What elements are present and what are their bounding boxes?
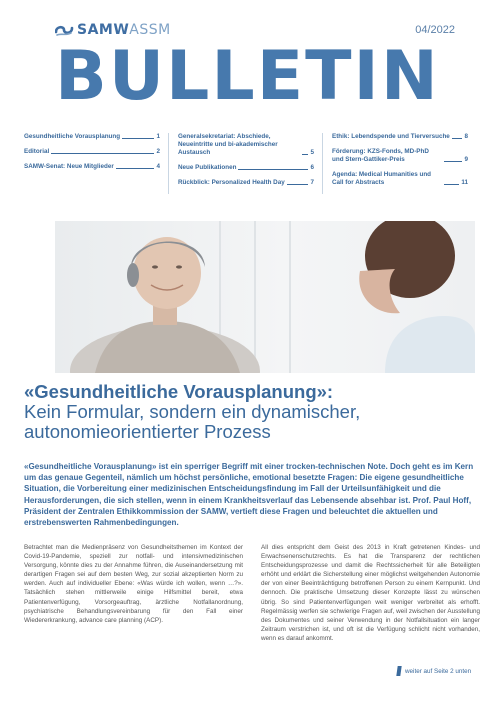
page-title: BULLETIN (55, 37, 440, 116)
continue-marker-icon (396, 666, 401, 676)
article-lead: «Gesundheitliche Vorausplanung» ist ein sperriger Begriff mit einer trocken-technischen Note. Doch geht es im Kern um das genaue Gegenteil, nämlich um höchst persönliche, emotional besetzte Fragen: Die eigene gesundheitliche Situation, die Vorbereitung einer medizinischen Entscheidungsfindung im Fall der Urteilsunfähigkeit und die Herausforderungen, die sich stellen, wenn in einem Krankheitsverlauf das Lebensende absehbar ist. Prof. Paul Hoff, Präsident der Zentralen Ethikkommission der SAMW, vertieft diese Fragen und beleuchtet die aktuellen und erstrebenswerten Rahmenbedingungen. (24, 462, 474, 528)
samw-logo[interactable] (55, 22, 171, 38)
masthead (55, 22, 455, 116)
toc-column (24, 133, 168, 194)
continue-label: weiter auf Seite 2 unten (405, 667, 472, 675)
toc-column (168, 133, 322, 194)
toc-item[interactable]: Neue Publikationen 6 (178, 164, 314, 171)
toc-item[interactable]: Ethik: Lebendspende und Tierversuche 8 (332, 133, 468, 140)
toc-item[interactable]: Förderung: KZS-Fonds, MD-PhD und Stern-Gattiker-Preis 9 (332, 148, 468, 163)
toc-item[interactable]: SAMW-Senat: Neue Mitglieder 4 (24, 163, 160, 170)
toc-item[interactable]: Agenda: Medical Humanities und Call for Abstracts 11 (332, 171, 468, 186)
continue-link[interactable] (397, 666, 471, 676)
body-column-2: All dies entspricht dem Geist des 2013 in Kraft getretenen Kindes- und Erwachsenenschutzrechts. Es hat die Transparenz der rechtlichen Entscheidungsprozesse und damit die Rechtssicherheit für alle Beteiligten erhöht und erklärt die Sicherstellung einer möglichst weitgehenden Autonomie der von einer Beeinträchtigung betroffenen Person zu einem Kernpunkt. Und dennoch. Die praktische Umsetzung dieser Konzepte lässt zu wünschen übrig. So sind Patientenverfügungen weit weniger verbreitet als erhofft. Regelmässig werfen sie schwierige Fragen auf, weil zwischen der Ausstellung des Dokumentes und seiner Verwendung in der Notfallsituation ein langer Zeitraum verstrichen ist, und oft ist die Verfügung schlicht nicht vorhanden, wenn es darauf ankommt. (261, 544, 480, 642)
cover-photo (55, 221, 475, 373)
body-column-1: Betrachtet man die Medienpräsenz von Gesundheitsthemen im Kontext der Covid-19-Pandemie, speziell zur notfall- und intensivmedizinischen Versorgung, könnte dies zu der Annahme führen, die Auseinandersetzung mit derartigen Fragen sei auf dem besten Weg, zur sozial akzeptierten Norm zu werden. Auch auf individueller Ebene: «Was würde ich wollen, wenn …?». Tatsächlich stehen mittlerweile einige Hilfsmittel bereit, etwa Patientenverfügung, Vorsorgeauftrag, ärztliche Notfallanordnung, psychiatrische Behandlungsvereinbarung für den Fall einer Wiedererkrankung, advance care planning (ACP). (24, 544, 243, 624)
toc-item[interactable]: Rückblick: Personalized Health Day 7 (178, 179, 314, 186)
toc-item[interactable]: Generalsekretariat: Abschiede, Neueintritte und bi-akademischer Austausch 5 (178, 133, 314, 156)
article-body (24, 543, 480, 643)
logo-wordmark: SAMWASSM (77, 22, 171, 38)
toc-item[interactable]: Gesundheitliche Vorausplanung 1 (24, 133, 160, 140)
toc-item[interactable]: Editorial 2 (24, 148, 160, 155)
headline-title: «Gesundheitliche Vorausplanung»: (24, 381, 334, 402)
headline-subtitle: Kein Formular, sondern ein dynamischer, autonomieorientierter Prozess (24, 401, 361, 442)
cover-photo-illustration (55, 221, 475, 373)
toc-column (322, 133, 476, 194)
samw-logo-icon (55, 23, 74, 37)
table-of-contents (24, 133, 476, 194)
issue-number: 04/2022 (415, 24, 455, 36)
article-headline (24, 381, 480, 442)
